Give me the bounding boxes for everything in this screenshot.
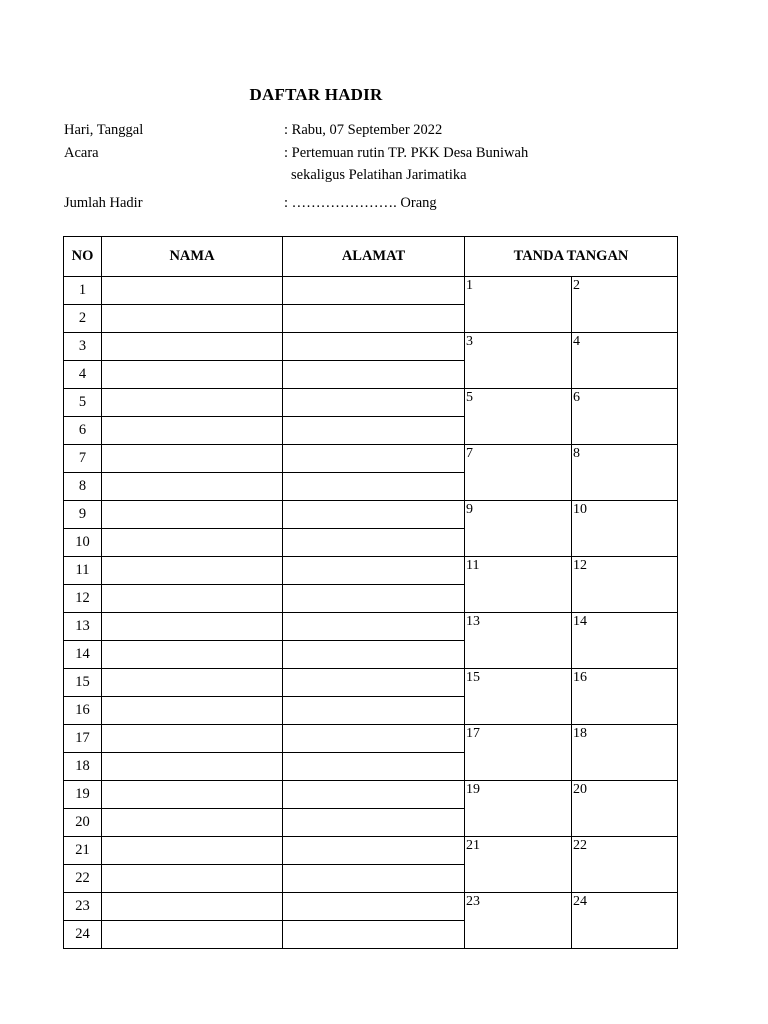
nama-cell[interactable]	[102, 333, 283, 361]
alamat-cell[interactable]	[283, 501, 465, 529]
nama-cell[interactable]	[102, 529, 283, 557]
nama-cell[interactable]	[102, 361, 283, 389]
nama-cell[interactable]	[102, 473, 283, 501]
signature-cell-right[interactable]: 4	[572, 333, 678, 389]
alamat-cell[interactable]	[283, 837, 465, 865]
header-tanda-tangan: TANDA TANGAN	[465, 237, 678, 277]
row-number: 8	[64, 473, 102, 501]
row-number: 17	[64, 725, 102, 753]
table-row	[64, 501, 678, 529]
row-number: 5	[64, 389, 102, 417]
header-nama: NAMA	[102, 237, 283, 277]
row-number: 6	[64, 417, 102, 445]
row-number: 12	[64, 585, 102, 613]
table-row	[64, 669, 678, 697]
nama-cell[interactable]	[102, 809, 283, 837]
row-number: 18	[64, 753, 102, 781]
signature-cell-left[interactable]: 23	[465, 893, 572, 949]
signature-cell-right[interactable]: 24	[572, 893, 678, 949]
alamat-cell[interactable]	[283, 305, 465, 333]
row-number: 13	[64, 613, 102, 641]
nama-cell[interactable]	[102, 697, 283, 725]
signature-cell-left[interactable]: 21	[465, 837, 572, 893]
signature-cell-left[interactable]: 7	[465, 445, 572, 501]
alamat-cell[interactable]	[283, 725, 465, 753]
date-value: : Rabu, 07 September 2022	[284, 122, 443, 138]
row-number: 7	[64, 445, 102, 473]
nama-cell[interactable]	[102, 557, 283, 585]
nama-cell[interactable]	[102, 921, 283, 949]
row-number: 16	[64, 697, 102, 725]
alamat-cell[interactable]	[283, 641, 465, 669]
row-number: 3	[64, 333, 102, 361]
document-title: DAFTAR HADIR	[249, 85, 383, 104]
signature-cell-right[interactable]: 16	[572, 669, 678, 725]
alamat-cell[interactable]	[283, 417, 465, 445]
nama-cell[interactable]	[102, 641, 283, 669]
alamat-cell[interactable]	[283, 445, 465, 473]
attendance-table	[63, 236, 678, 949]
row-number: 10	[64, 529, 102, 557]
table-row	[64, 445, 678, 473]
signature-cell-right[interactable]: 10	[572, 501, 678, 557]
nama-cell[interactable]	[102, 417, 283, 445]
alamat-cell[interactable]	[283, 865, 465, 893]
nama-cell[interactable]	[102, 445, 283, 473]
table-row	[64, 333, 678, 361]
table-row	[64, 725, 678, 753]
nama-cell[interactable]	[102, 389, 283, 417]
table-row	[64, 893, 678, 921]
nama-cell[interactable]	[102, 585, 283, 613]
attendance-label: Jumlah Hadir	[64, 195, 143, 211]
alamat-cell[interactable]	[283, 333, 465, 361]
signature-cell-left[interactable]: 11	[465, 557, 572, 613]
nama-cell[interactable]	[102, 305, 283, 333]
event-value-line1: : Pertemuan rutin TP. PKK Desa Buniwah	[284, 145, 529, 161]
signature-cell-right[interactable]: 20	[572, 781, 678, 837]
alamat-cell[interactable]	[283, 697, 465, 725]
table-header-row	[64, 237, 678, 277]
row-number: 24	[64, 921, 102, 949]
nama-cell[interactable]	[102, 753, 283, 781]
table-row	[64, 837, 678, 865]
table-row	[64, 277, 678, 305]
event-value-line2: sekaligus Pelatihan Jarimatika	[291, 167, 467, 183]
signature-cell-right[interactable]: 22	[572, 837, 678, 893]
alamat-cell[interactable]	[283, 361, 465, 389]
nama-cell[interactable]	[102, 669, 283, 697]
nama-cell[interactable]	[102, 893, 283, 921]
event-label: Acara	[64, 145, 99, 161]
attendance-value: : …………………. Orang	[284, 195, 437, 211]
date-label: Hari, Tanggal	[64, 122, 144, 138]
signature-cell-left[interactable]: 3	[465, 333, 572, 389]
row-number: 20	[64, 809, 102, 837]
signature-cell-right[interactable]: 8	[572, 445, 678, 501]
nama-cell[interactable]	[102, 613, 283, 641]
row-number: 23	[64, 893, 102, 921]
signature-cell-right[interactable]: 18	[572, 725, 678, 781]
row-number: 19	[64, 781, 102, 809]
signature-cell-right[interactable]: 14	[572, 613, 678, 669]
table-row	[64, 557, 678, 585]
signature-cell-right[interactable]: 12	[572, 557, 678, 613]
table-row	[64, 781, 678, 809]
signature-cell-right[interactable]: 6	[572, 389, 678, 445]
alamat-cell[interactable]	[283, 921, 465, 949]
header-alamat: ALAMAT	[283, 237, 465, 277]
row-number: 1	[64, 277, 102, 305]
signature-cell-left[interactable]: 17	[465, 725, 572, 781]
row-number: 11	[64, 557, 102, 585]
alamat-cell[interactable]	[283, 753, 465, 781]
alamat-cell[interactable]	[283, 893, 465, 921]
alamat-cell[interactable]	[283, 473, 465, 501]
nama-cell[interactable]	[102, 501, 283, 529]
alamat-cell[interactable]	[283, 389, 465, 417]
nama-cell[interactable]	[102, 725, 283, 753]
row-number: 22	[64, 865, 102, 893]
alamat-cell[interactable]	[283, 613, 465, 641]
signature-cell-left[interactable]: 13	[465, 613, 572, 669]
signature-cell-left[interactable]: 19	[465, 781, 572, 837]
row-number: 14	[64, 641, 102, 669]
signature-cell-right[interactable]: 2	[572, 277, 678, 333]
signature-cell-left[interactable]: 9	[465, 501, 572, 557]
alamat-cell[interactable]	[283, 809, 465, 837]
alamat-cell[interactable]	[283, 557, 465, 585]
nama-cell[interactable]	[102, 865, 283, 893]
row-number: 9	[64, 501, 102, 529]
alamat-cell[interactable]	[283, 669, 465, 697]
signature-cell-left[interactable]: 15	[465, 669, 572, 725]
alamat-cell[interactable]	[283, 529, 465, 557]
table-row	[64, 613, 678, 641]
row-number: 15	[64, 669, 102, 697]
alamat-cell[interactable]	[283, 781, 465, 809]
nama-cell[interactable]	[102, 837, 283, 865]
row-number: 4	[64, 361, 102, 389]
row-number: 21	[64, 837, 102, 865]
row-number: 2	[64, 305, 102, 333]
alamat-cell[interactable]	[283, 277, 465, 305]
signature-cell-left[interactable]: 1	[465, 277, 572, 333]
header-no: NO	[64, 237, 102, 277]
nama-cell[interactable]	[102, 781, 283, 809]
nama-cell[interactable]	[102, 277, 283, 305]
table-row	[64, 389, 678, 417]
signature-cell-left[interactable]: 5	[465, 389, 572, 445]
alamat-cell[interactable]	[283, 585, 465, 613]
